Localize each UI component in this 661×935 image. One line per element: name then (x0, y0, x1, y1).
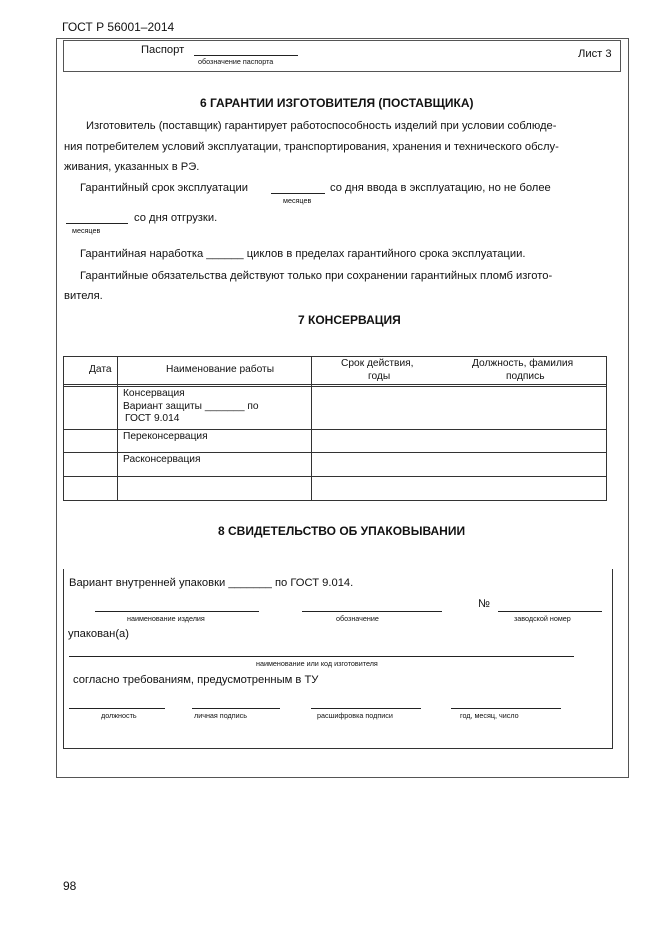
table-border-bottom (63, 500, 607, 501)
decoding-line (311, 708, 421, 709)
signature-line (192, 708, 280, 709)
date-caption: год, месяц, число (460, 711, 519, 720)
row2-text: Переконсервация (123, 431, 208, 442)
col-header-term-2: годы (368, 371, 391, 382)
table-header-bottom (63, 384, 607, 385)
table-row3-bottom (63, 476, 607, 477)
section6-p4-line2: вителя. (64, 290, 103, 302)
section6-p2-label: Гарантийный срок эксплуатации (80, 182, 248, 194)
section6-p1-line2: ния потребителем условий эксплуатации, транспортирования, хранения и технического обслу- (64, 141, 559, 153)
table-row1-bottom (63, 429, 607, 430)
col-header-term-1: Срок действия, (341, 358, 414, 369)
table-border-top (63, 356, 607, 357)
standard-header: ГОСТ Р 56001–2014 (62, 20, 175, 34)
signature-caption: личная подпись (194, 711, 247, 720)
col-header-position-2: подпись (506, 371, 545, 382)
packed-label: упакован(а) (68, 628, 130, 640)
section6-p1-line1: Изготовитель (поставщик) гарантирует работоспособность изделий при условии соблюде- (86, 120, 557, 132)
row3-text: Расконсервация (123, 454, 201, 465)
according-text: согласно требованиям, предусмотренным в ТУ (73, 674, 319, 686)
warranty-term-caption: месяцев (283, 196, 312, 205)
table-header-bottom-2 (63, 386, 607, 387)
shipment-term-line (66, 223, 128, 224)
section8-line1: Вариант внутренней упаковки _______ по ГОСТ 9.014. (69, 577, 354, 589)
section6-p4-line1: Гарантийные обязательства действуют только при сохранении гарантийных пломб изгото- (80, 270, 553, 282)
serial-number-caption: заводской номер (514, 614, 571, 623)
shipment-term-caption: месяцев (72, 226, 101, 235)
decoding-caption: расшифровка подписи (317, 711, 393, 720)
table-col1-divider (117, 356, 118, 500)
table-border-left (63, 356, 64, 500)
col-header-date: Дата (89, 364, 112, 375)
section6-title: 6 ГАРАНТИИ ИЗГОТОВИТЕЛЯ (ПОСТАВЩИКА) (200, 96, 474, 110)
warranty-term-line (271, 193, 325, 194)
passport-caption: обозначение паспорта (198, 57, 274, 66)
row1-line3: ГОСТ 9.014 (125, 413, 180, 424)
product-name-caption: наименование изделия (127, 614, 205, 623)
section6-p2-line2: со дня отгрузки. (134, 212, 218, 224)
section6-p2-rest: со дня ввода в эксплуатацию, но не более (330, 182, 551, 194)
passport-line (194, 55, 298, 56)
position-line (69, 708, 165, 709)
manufacturer-line (69, 656, 574, 657)
manufacturer-caption: наименование или код изготовителя (256, 659, 378, 668)
sheet-label: Лист 3 (578, 48, 612, 60)
date-line (451, 708, 561, 709)
col-header-position-1: Должность, фамилия (472, 358, 574, 369)
product-name-line (95, 611, 259, 612)
passport-label: Паспорт (141, 44, 185, 56)
serial-number-line (498, 611, 602, 612)
page-number: 98 (63, 879, 77, 893)
designation-caption: обозначение (336, 614, 379, 623)
row1-line2: Вариант защиты _______ по (123, 401, 259, 412)
section6-p1-line3: живания, указанных в РЭ. (64, 161, 200, 173)
section6-p3: Гарантийная наработка ______ циклов в пределах гарантийного срока эксплуатации. (80, 248, 526, 260)
designation-line (302, 611, 442, 612)
number-sign: № (478, 598, 491, 610)
position-caption: должность (101, 711, 137, 720)
section8-title: 8 СВИДЕТЕЛЬСТВО ОБ УПАКОВЫВАНИИ (218, 524, 466, 538)
table-border-right (606, 356, 607, 500)
table-row2-bottom (63, 452, 607, 453)
table-col2-divider (311, 356, 312, 500)
col-header-work: Наименование работы (166, 364, 275, 375)
row1-line1: Консервация (123, 388, 185, 399)
section7-title: 7 КОНСЕРВАЦИЯ (298, 313, 401, 327)
